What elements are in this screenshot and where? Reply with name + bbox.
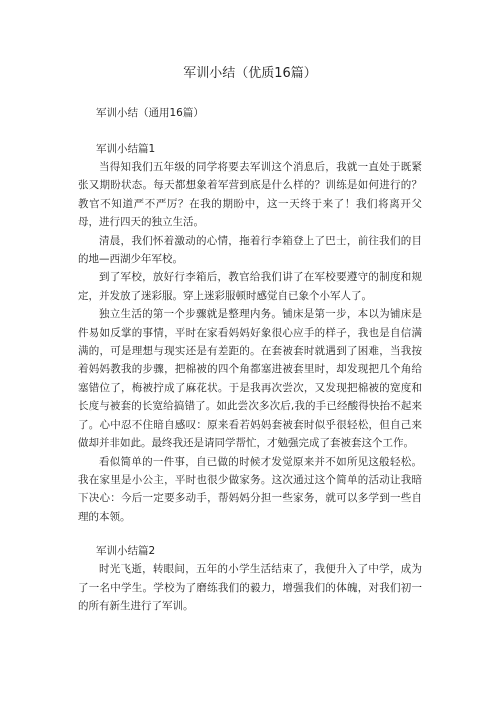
- paragraph: 清晨，我们怀着激动的心情，拖着行李箱登上了巴士，前往我们的目的地—西湖少年军校。: [78, 234, 422, 266]
- paragraph: 当得知我们五年级的同学将要去军训这个消息后，我就一直处于既紧张又期盼状态。每天都想象着军营到底是什么样的？训练是如何进行的？教官不知道严不严厉？在我的期盼中，这一天终于来了！我们将离开父母，进行四天的独立生活。: [78, 161, 422, 229]
- section-heading: 军训小结篇1: [96, 143, 156, 155]
- section-1: [78, 142, 422, 526]
- paragraph: 到了军校，放好行李箱后，教官给我们讲了在军校要遵守的制度和规定，并发放了迷彩服。穿上迷彩服顿时感觉自已象个小军人了。: [78, 271, 422, 302]
- paragraph: 看似简单的一件事，自已做的时候才发觉原来并不如所见这般轻松。我在家里是小公主，平时也很少做家务。这次通过这个简单的活动让我暗下决心：今后一定要多动手，帮妈妈分担一些家务，就可以多学到一些自理的本领。: [78, 455, 422, 523]
- document-title: 军训小结（优质16篇）: [183, 66, 317, 81]
- section-2: [78, 544, 422, 615]
- paragraph: 独立生活的第一个步骤就是整理内务。铺床是第一步，本以为铺床是件易如反掌的事情，平时在家看妈妈好象很心应手的样子，我也是自信满满的，可是理想与现实还是有差距的。在套被套时就遇到了困难，当我按着妈妈教我的步骤，把棉被的四个角都塞进被套里时，却发现把几个角给塞错位了，梅被拧成了麻花状。于是我再次尝次，又发现把棉被的宽度和长度与被套的长宽给搞错了。如此尝次多次后,我的手已经酸得快抬不起来了。心中忍不住暗自感叹：原来看若妈妈套被套时似乎很轻松，但自己来做却并非如此。最终我还是请同学帮忙，才勉强完成了套被套这个工作。: [78, 308, 422, 450]
- paragraph: 时光飞逝，转眼间，五年的小学生活结束了，我便升入了中学，成为了一名中学生。学校为了磨练我们的毅力，增强我们的体魄，对我们初一的所有新生进行了军训。: [78, 563, 422, 612]
- document-subtitle: 军训小结（通用16篇）: [96, 107, 204, 119]
- section-heading: 军训小结篇2: [96, 545, 156, 558]
